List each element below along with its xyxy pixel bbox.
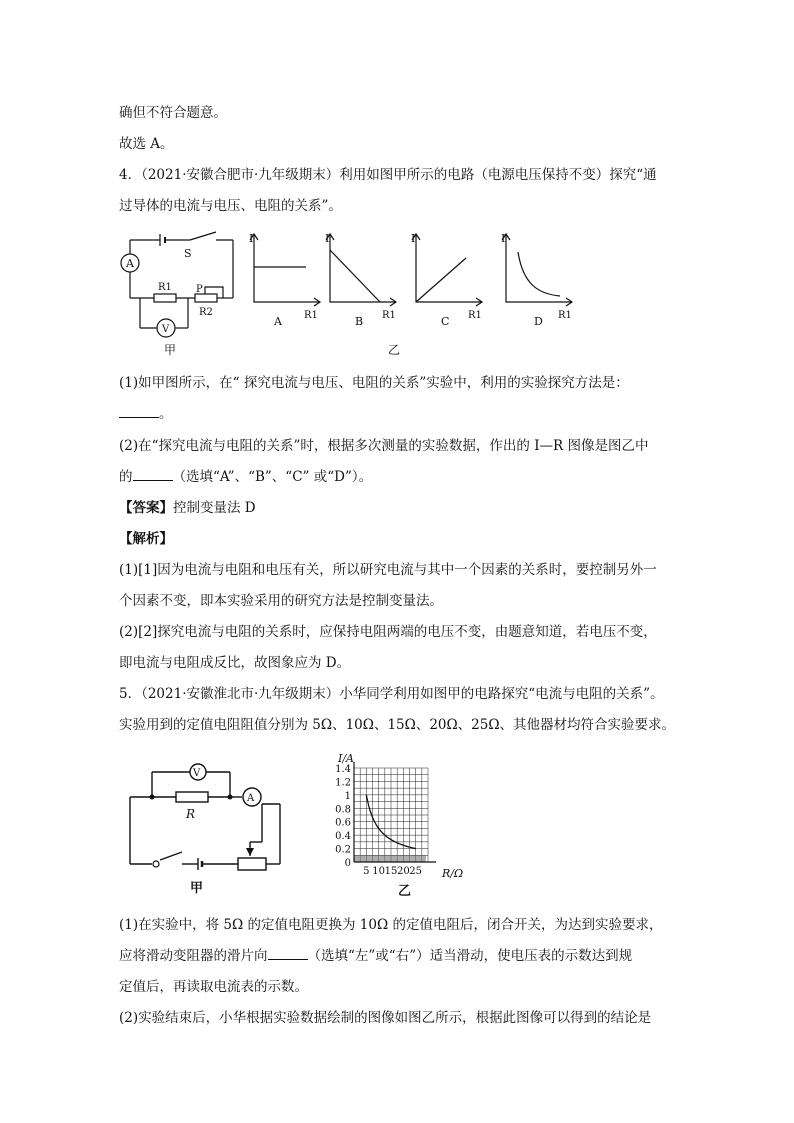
axis-label-r1: R1 — [468, 310, 482, 321]
q5-circuit-jia — [120, 760, 300, 900]
chart-y-label: I/A — [338, 752, 354, 765]
switch-label: S — [184, 247, 192, 260]
text-fragment: 应将滑动变阻器的滑片向 — [119, 948, 268, 964]
text-line: 确但不符合题意。 — [119, 105, 227, 121]
blank-line — [119, 405, 159, 418]
figure-label-yi: 乙 — [398, 884, 412, 899]
voltmeter-label: V — [193, 768, 201, 779]
ammeter-label: A — [247, 793, 255, 804]
analysis-text: (1)[1]因为电流与电阻和电压有关，所以研究电流与其中一个因素的关系时，要控制另外一 — [119, 562, 657, 578]
q5-subquestion-1: (1)在实验中，将 5Ω 的定值电阻更换为 10Ω 的定值电阻后，闭合开关，为达到实验要求， — [119, 917, 663, 933]
figure-label-yi: 乙 — [388, 343, 401, 357]
x-tick-label: 25 — [409, 866, 423, 877]
r1-label: R1 — [158, 282, 172, 293]
graph-label-a: A — [274, 315, 282, 328]
question-4-stem: 过导体的电流与电压、电阻的关系”。 — [119, 198, 342, 214]
blank-line — [268, 947, 308, 960]
y-tick-label: 0 — [344, 858, 351, 869]
text-fragment: （选填“A”、“B”、“C” 或“D”）。 — [172, 469, 373, 485]
y-tick-label: 0.8 — [335, 804, 351, 816]
q5-chart-yi — [318, 752, 478, 884]
analysis-label: 【解析】 — [119, 531, 173, 547]
answer-line — [119, 499, 256, 517]
question-5-stem: 5．（2021·安徽淮北市·九年级期末）小华同学利用如图甲的电路探究“电流与电阻的关系”。 — [119, 686, 664, 702]
x-tick-label: 20 — [396, 866, 410, 877]
q5-subquestion-2: (2)实验结束后，小华根据实验数据绘制的图像如图乙所示，根据此图像可以得到的结论是 — [119, 1010, 652, 1026]
q4-subquestion-1: (1)如甲图所示，在“ 探究电流与电压、电阻的关系”实验中，利用的实验探究方法是： — [119, 375, 629, 391]
q4-answer-blank — [119, 405, 173, 423]
graph-label-b: B — [355, 315, 364, 328]
q4-circuit-jia — [121, 232, 233, 337]
y-tick-label: 0.6 — [335, 817, 351, 829]
analysis-text: (2)[2]探究电流与电阻的关系时，应保持电阻两端的电压不变，由题意知道，若电压不变， — [119, 624, 657, 640]
q5-subquestion-1-cont — [119, 947, 632, 965]
answer-text: 控制变量法 D — [173, 500, 256, 516]
q5-subquestion-1-cont: 定值后，再读取电流表的示数。 — [119, 979, 308, 995]
figure-label-jia: 甲 — [164, 343, 177, 357]
text-fragment: （选填“左”或“右”）适当滑动，使电压表的示数达到规 — [307, 948, 633, 964]
text-line: 故选 A。 — [119, 136, 174, 152]
q4-subquestion-2: (2)在“探究电流与电阻的关系”时，根据多次测量的实验数据，作出的 I—R 图像是图乙中 — [119, 438, 649, 454]
axis-label-r1: R1 — [558, 310, 572, 321]
answer-label: 【答案】 — [119, 500, 173, 516]
axis-label-i: I — [411, 232, 416, 245]
voltmeter-label: V — [162, 324, 170, 335]
r2-label: R2 — [199, 307, 213, 318]
chart-grid — [354, 762, 436, 862]
axis-label-i: I — [249, 232, 254, 245]
text-fragment: 的 — [119, 469, 133, 485]
q4-figure — [118, 222, 588, 362]
blank-line — [133, 468, 173, 481]
q4-subquestion-2-cont — [119, 468, 372, 486]
axis-label-i: I — [501, 232, 506, 245]
punct: 。 — [159, 406, 173, 422]
chart-x-label: R/Ω — [442, 867, 464, 880]
analysis-text: 个因素不变，即本实验采用的研究方法是控制变量法。 — [119, 593, 443, 609]
y-tick-label: 0.4 — [335, 831, 351, 843]
question-5-stem: 实验用到的定值电阻阻值分别为 5Ω、10Ω、15Ω、20Ω、25Ω、其他器材均符合实验要求。 — [119, 717, 676, 733]
y-tick-label: 1.4 — [335, 764, 351, 775]
graph-label-c: C — [441, 315, 450, 328]
graph-label-d: D — [534, 315, 543, 328]
question-4-stem: 4．（2021·安徽合肥市·九年级期末）利用如图甲所示的电路（电源电压保持不变）探究“通 — [119, 167, 657, 183]
figure-label-jia: 甲 — [190, 881, 204, 896]
x-tick-label: 15 — [384, 866, 398, 877]
axis-label-r1: R1 — [382, 310, 396, 321]
axis-label-i: I — [325, 232, 330, 245]
resistor-label: R — [186, 807, 196, 821]
y-tick-label: 1.2 — [335, 777, 351, 789]
y-tick-label: 0.2 — [335, 844, 351, 856]
shaded-band — [354, 855, 426, 862]
y-tick-label: 1 — [344, 790, 351, 802]
slider-label: P — [196, 284, 203, 295]
x-tick-label: 10 — [372, 866, 386, 877]
ammeter-label: A — [126, 257, 134, 270]
analysis-text: 即电流与电阻成反比，故图象应为 D。 — [119, 655, 351, 671]
axis-label-r1: R1 — [304, 310, 318, 321]
x-tick-label: 5 — [363, 866, 370, 877]
